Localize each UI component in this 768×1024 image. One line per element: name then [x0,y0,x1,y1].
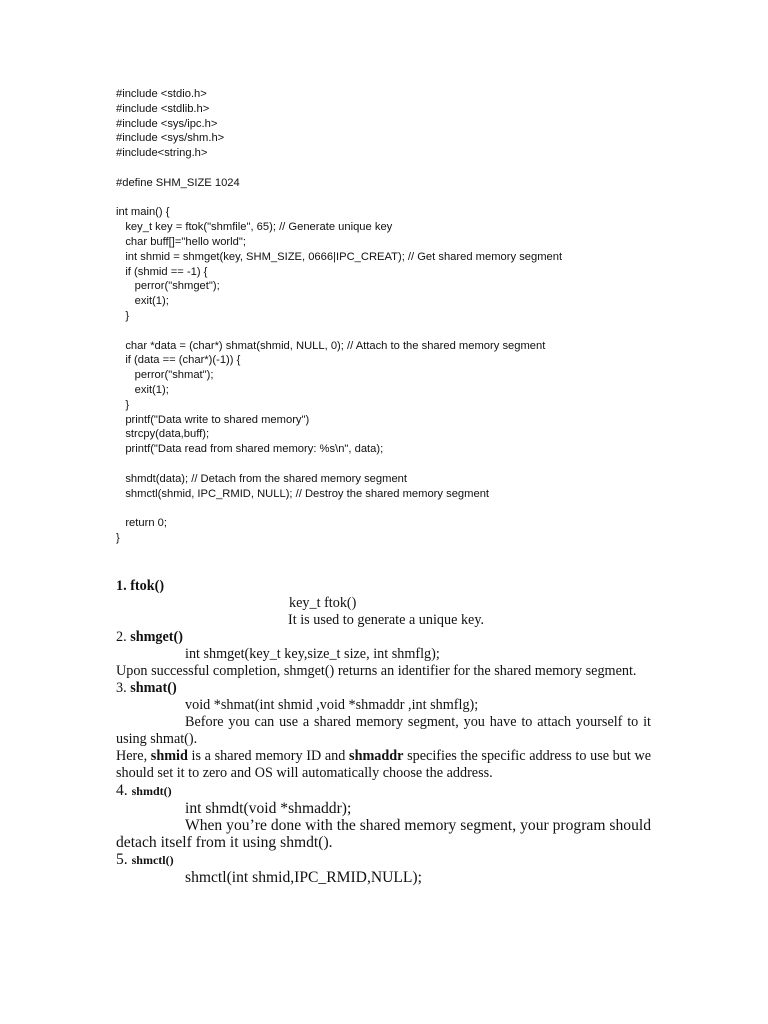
code-line: int main() { [116,206,170,219]
code-line: shmdt(data); // Detach from the shared memory segment [116,472,407,485]
ftok-description: It is used to generate a unique key. [288,612,485,628]
code-line: shmctl(shmid, IPC_RMID, NULL); // Destroy the shared memory segment [116,487,490,500]
code-listing [116,87,676,546]
code-line: exit(1); [116,295,169,308]
shmat-here-suffix: specifies the specific address to use but we should set it to zero and OS will automatically choose the address. [116,748,652,781]
shmdt-description: When you’re done with the shared memory segment, your program should detach itself from it using shmdt(). [116,817,651,851]
shmdt-name: shmdt() [131,784,172,798]
shmctl-signature: shmctl(int shmid,IPC_RMID,NULL); [185,869,422,886]
shmat-here-prefix: Here, [116,748,148,764]
shmctl-heading [116,851,651,869]
code-line: #define SHM_SIZE 1024 [116,176,240,189]
code-line: #include <stdio.h> [116,88,207,100]
code-line: #include <stdlib.h> [116,102,210,115]
shmctl-number: 5. [116,851,128,868]
shmget-description: Upon successful completion, shmget() returns an identifier for the shared memory segment. [116,663,637,679]
shmat-description: Before you can use a shared memory segment, you have to attach yourself to it using shmat(). [116,714,651,747]
code-line: if (data == (char*)(-1)) { [116,354,241,367]
code-line: strcpy(data,buff); [116,428,210,441]
shmget-heading [116,629,651,646]
code-line: if (shmid == -1) { [116,265,208,278]
shmat-here-mid: is a shared memory ID and [191,748,346,764]
shmget-signature: int shmget(key_t key,size_t size, int shmflg); [185,646,440,662]
function-notes [116,578,651,886]
ftok-signature: key_t ftok() [289,595,357,611]
code-line: printf("Data write to shared memory") [116,413,310,426]
code-line: perror("shmat"); [116,369,214,382]
shmid-term: shmid [150,748,188,764]
shmdt-signature: int shmdt(void *shmaddr); [185,800,352,817]
shmdt-heading [116,782,651,800]
code-line: #include<string.h> [116,147,208,160]
code-blank-line [116,501,676,516]
code-line: return 0; [116,517,167,530]
code-line: #include <sys/shm.h> [116,132,225,145]
code-blank-line [116,324,676,339]
code-blank-line [116,457,676,472]
code-blank-line [116,191,676,206]
code-line: #include <sys/ipc.h> [116,117,218,130]
code-line: char buff[]="hello world"; [116,235,246,248]
shmat-name: shmat() [130,680,177,696]
code-line: } [116,398,130,411]
code-line: printf("Data read from shared memory: %s\n", data); [116,443,384,456]
code-line: perror("shmget"); [116,280,220,293]
shmctl-name: shmctl() [131,853,174,867]
code-line: int shmid = shmget(key, SHM_SIZE, 0666|IPC_CREAT); // Get shared memory segment [116,250,563,263]
code-line: char *data = (char*) shmat(shmid, NULL, 0); // Attach to the shared memory segment [116,339,546,352]
shmat-heading [116,680,651,697]
shmdt-number: 4. [116,782,128,799]
code-line: } [116,531,120,544]
shmget-name: shmget() [130,629,183,645]
code-blank-line [116,161,676,176]
code-line: } [116,309,130,322]
code-line: exit(1); [116,383,169,396]
shmat-here-paragraph [116,748,651,782]
ftok-heading: 1. ftok() [116,578,165,594]
shmat-signature: void *shmat(int shmid ,void *shmaddr ,int shmflg); [185,697,479,713]
code-line: key_t key = ftok("shmfile", 65); // Generate unique key [116,221,393,234]
shmaddr-term: shmaddr [349,748,404,764]
shmget-number: 2. [116,629,127,645]
shmat-number: 3. [116,680,127,696]
